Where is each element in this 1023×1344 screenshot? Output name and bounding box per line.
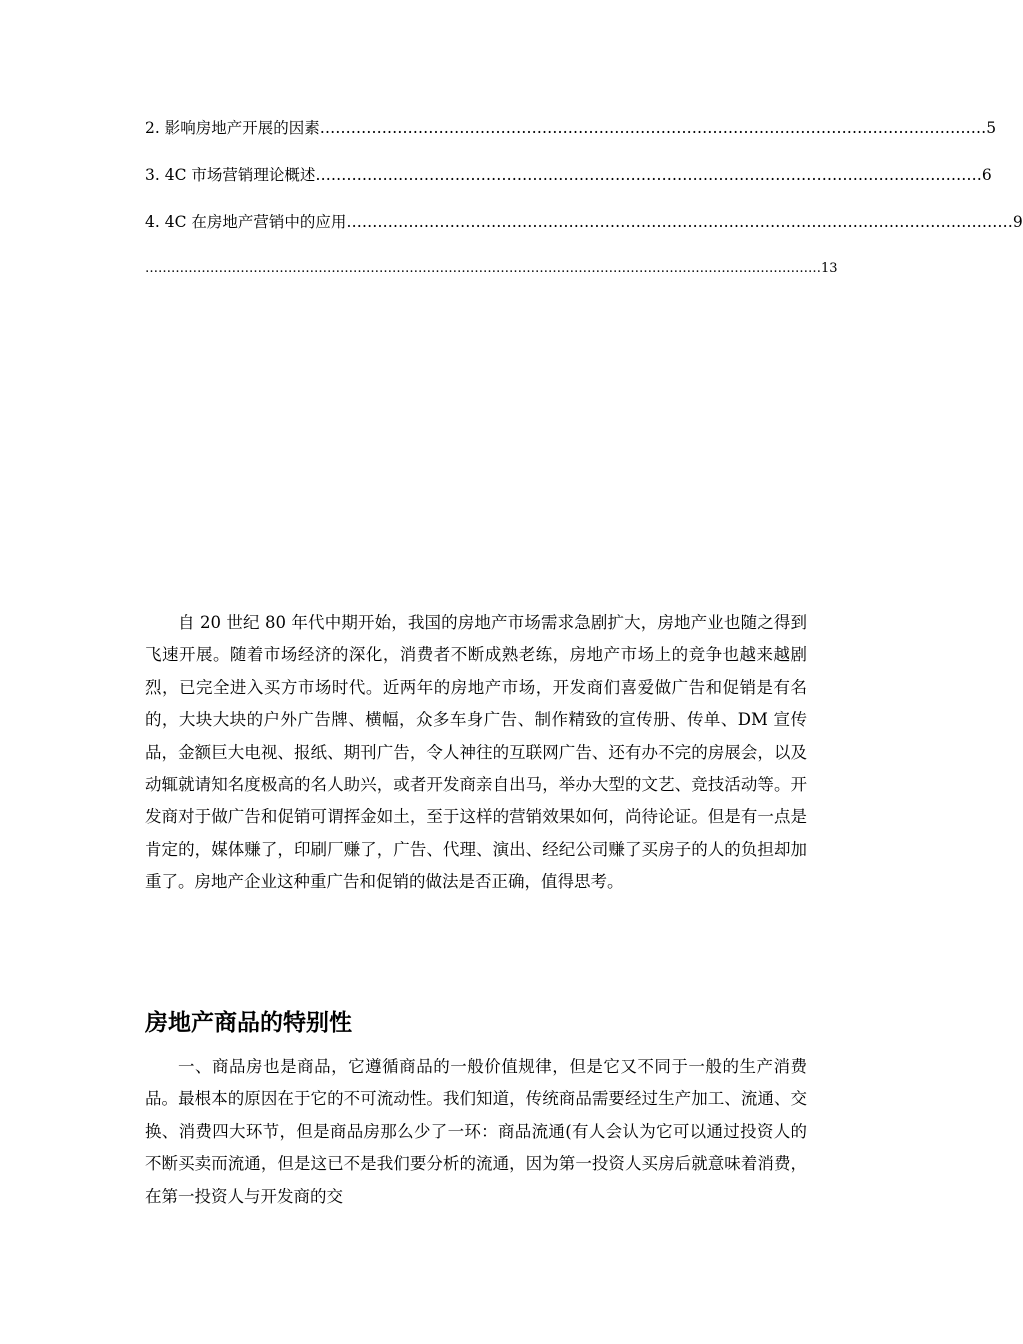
toc-leader-dots: ………………………………………………………………………………………………………………… [315,166,982,184]
toc-leader-dots: ………………………………………………………………………………………………………………………………………… [145,261,821,276]
intro-paragraph: 自 20 世纪 80 年代中期开始，我国的房地产市场需求急剧扩大，房地产业也随之得到飞速开展。随着市场经济的深化，消费者不断成熟老练，房地产市场上的竞争也越来越剧烈，已完全进入买方市场时代。近两年的房地产市场，开发商们喜爱做广告和促销是有名的，大块大块的户外广告牌、横幅，众多车身广告、制作精致的宣传册、传单、DM 宣传品，金额巨大电视、报纸、期刊广告，令人神往的互联网广告、还有办不完的房展会，以及动辄就请知名度极高的名人助兴，或者开发商亲自出马，举办大型的文艺、竞技活动等。开发商对于做广告和促销可谓挥金如土，至于这样的营销效果如何，尚待论证。但是有一点是肯定的，媒体赚了，印刷厂赚了，广告、代理、演出、经纪公司赚了买房子的人的负担却加重了。房地产企业这种重广告和促销的做法是否正确，值得思考。 [145,613,807,892]
section-paragraph: 一、商品房也是商品，它遵循商品的一般价值规律，但是它又不同于一般的生产消费品。最根本的原因在于它的不可流动性。我们知道，传统商品需要经过生产加工、流通、交换、消费四大环节，但是商品房那么少了一环：商品流通(有人会认为它可以通过投资人的不断买卖而流通，但是这已不是我们要分析的流通，因为第一投资人买房后就意味着消费，在第一投资人与开发商的交 [145,1057,807,1206]
section-heading: 房地产商品的特别性 [145,1009,352,1036]
toc-page-number: 13 [821,261,838,276]
toc-leader-dots: ………………………………………………………………………………………………………………… [319,119,987,137]
toc-entry-label: 4. 4C 在房地产营销中的应用 [145,213,347,231]
toc-entry-4[interactable] [145,211,1023,233]
toc-page-number: 9 [1012,213,1023,231]
toc-page-number: 6 [981,166,992,184]
toc-entry-2[interactable] [145,117,997,139]
toc-entry-label: 3. 4C 市场营销理论概述 [145,166,316,184]
toc-entry-label: 2. 影响房地产开展的因素 [145,119,320,137]
toc-leader-dots: ………………………………………………………………………………………………………………… [346,213,1013,231]
toc-entry-3[interactable] [145,164,992,186]
toc-entry-unlabeled[interactable] [145,258,838,280]
toc-page-number: 5 [986,119,997,137]
